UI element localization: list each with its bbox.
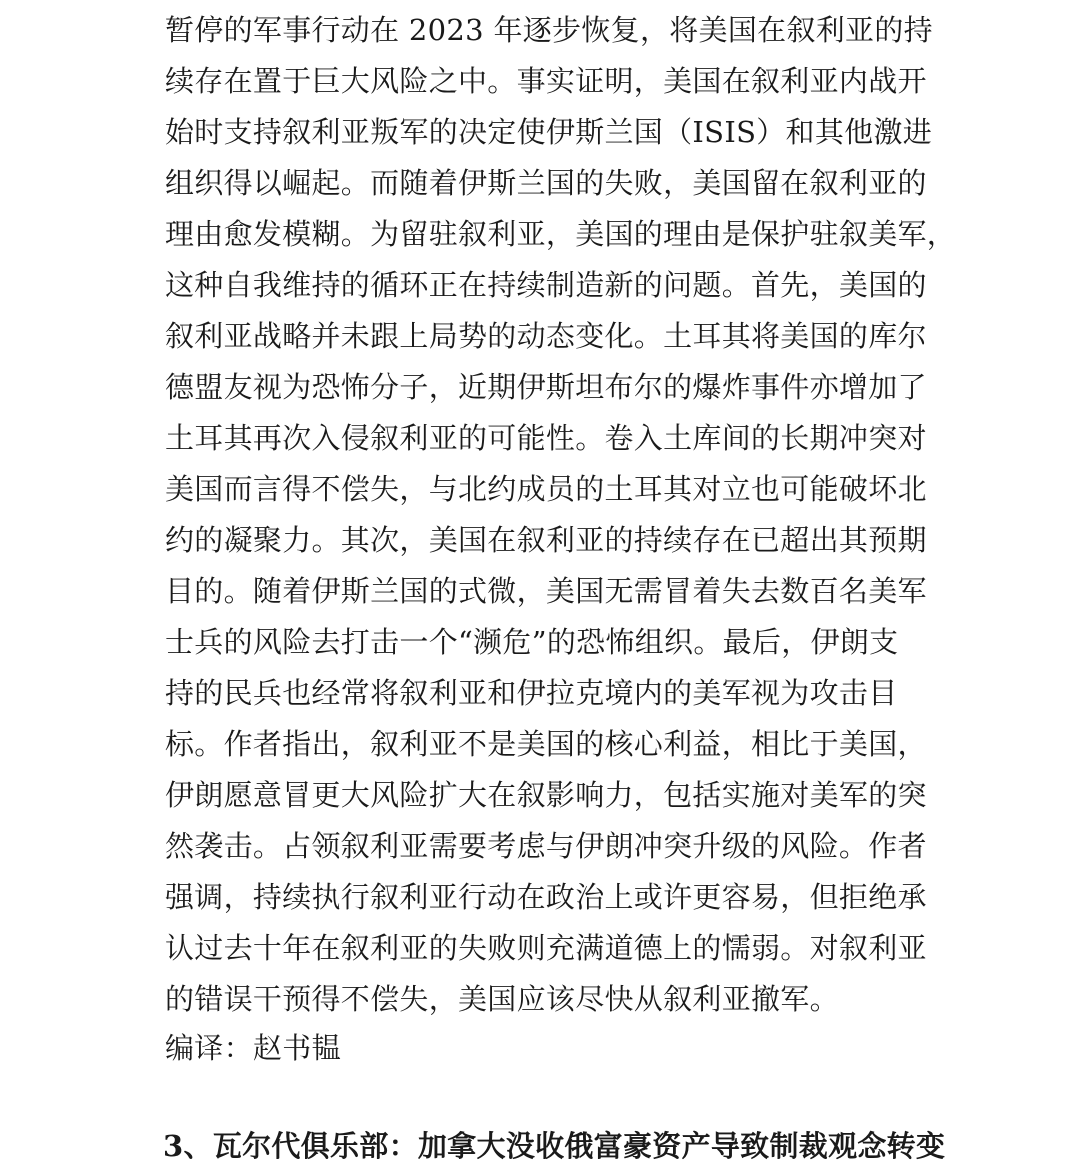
paragraph-line: 的错误干预得不偿失，美国应该尽快从叙利亚撤军。 [165, 982, 839, 1016]
paragraph-line: 然袭击。占领叙利亚需要考虑与伊朗冲突升级的风险。作者 [165, 829, 927, 863]
paragraph-line: 续存在置于巨大风险之中。事实证明，美国在叙利亚内战开 [165, 64, 927, 98]
paragraph-line: 标。作者指出，叙利亚不是美国的核心利益，相比于美国， [165, 727, 927, 761]
paragraph-line: 认过去十年在叙利亚的失败则充满道德上的懦弱。对叙利亚 [165, 931, 927, 965]
paragraph-line: 持的民兵也经常将叙利亚和伊拉克境内的美军视为攻击目 [165, 676, 898, 710]
paragraph-line: 伊朗愿意冒更大风险扩大在叙影响力，包括实施对美军的突 [165, 778, 927, 812]
paragraph-line: 叙利亚战略并未跟上局势的动态变化。土耳其将美国的库尔 [165, 319, 927, 353]
translator-credit: 编译：赵书韫 [165, 1031, 341, 1065]
paragraph-line: 始时支持叙利亚叛军的决定使伊斯兰国（ISIS）和其他激进 [165, 115, 933, 149]
paragraph-line: 目的。随着伊斯兰国的式微，美国无需冒着失去数百名美军 [165, 574, 927, 608]
paragraph-line: 美国而言得不偿失，与北约成员的土耳其对立也可能破坏北 [165, 472, 927, 506]
paragraph-line: 这种自我维持的循环正在持续制造新的问题。首先，美国的 [165, 268, 927, 302]
paragraph-line: 德盟友视为恐怖分子，近期伊斯坦布尔的爆炸事件亦增加了 [165, 370, 927, 404]
paragraph-line: 士兵的风险去打击一个“濒危”的恐怖组织。最后，伊朗支 [165, 625, 899, 659]
paragraph-line: 约的凝聚力。其次，美国在叙利亚的持续存在已超出其预期 [165, 523, 927, 557]
paragraph-line: 理由愈发模糊。为留驻叙利亚，美国的理由是保护驻叙美军， [165, 217, 957, 251]
paragraph-line: 强调，持续执行叙利亚行动在政治上或许更容易，但拒绝承 [165, 880, 927, 914]
paragraph-line: 暂停的军事行动在 2023 年逐步恢复，将美国在叙利亚的持 [165, 13, 933, 47]
section-heading: 3、瓦尔代俱乐部：加拿大没收俄富豪资产导致制裁观念转变 [163, 1129, 946, 1163]
paragraph-line: 土耳其再次入侵叙利亚的可能性。卷入土库间的长期冲突对 [165, 421, 927, 455]
paragraph-line: 组织得以崛起。而随着伊斯兰国的失败，美国留在叙利亚的 [165, 166, 927, 200]
